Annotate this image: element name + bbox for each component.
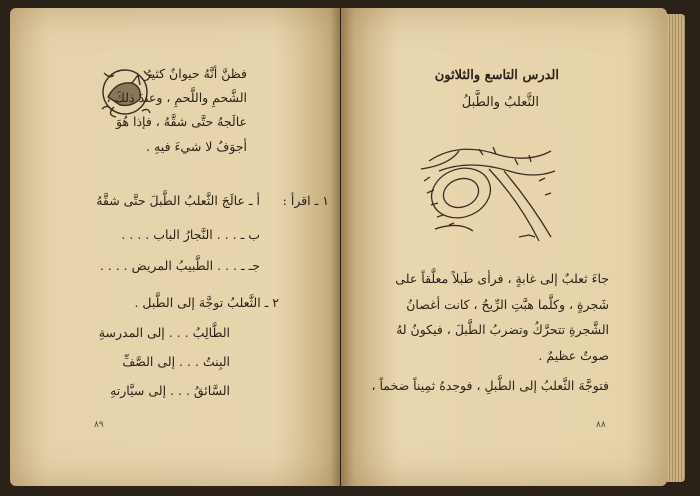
- left-paragraph-line-1: فظنَّ أنَّهُ حيوانٌ كثيرُ: [144, 66, 247, 81]
- lesson-subtitle: الثَّعلبُ والطَّبلُ: [461, 95, 539, 110]
- left-paragraph-line-2: الشَّحمِ واللَّحمِ ، وعندَ ذلكَ ،: [106, 90, 247, 105]
- right-paragraph-line-1: جاءَ ثعلبٌ إلى غابةٍ ، فرأى طَبلاً معلَّقاً على: [395, 271, 609, 286]
- left-paragraph-line-4: أجوَفُ لا شيءَ فيهِ .: [146, 139, 247, 154]
- exercise-2-item-3: السَّائقُ . . . إلى سيَّارتهِ: [110, 383, 230, 398]
- page-edges: [667, 14, 685, 482]
- exercise-2-item-1: الطَّالِبُ . . . إلى المدرسةِ: [98, 325, 230, 340]
- exercise-2-heading: ٢ ـ الثَّعلبُ توجَّهَ إلى الطَّبل .: [134, 295, 279, 310]
- left-paragraph-line-3: عالَجهُ حتَّى شقَّهُ ، فإذا هُوَ: [115, 114, 247, 129]
- open-book: [10, 8, 690, 488]
- exercise-2-item-2: البِنتُ . . . إلى الصَّفِّ: [122, 354, 230, 369]
- left-page: [10, 8, 340, 486]
- right-page-number: ٨٨: [596, 420, 606, 430]
- lesson-title: الدرس التاسع والثلاثون: [434, 68, 559, 83]
- tree-drum-illustration: [419, 141, 559, 245]
- right-last-line: فتوجَّهَ الثَّعلبُ إلى الطَّبلِ ، فوجدهُ ثمِيناً ضخماً ،: [371, 378, 609, 393]
- exercise-1-item-b: ب ـ . . . النَّجارُ الباب . . . .: [121, 227, 260, 242]
- exercise-1-item-a: أ ـ عالَجَ الثَّعلبُ الطَّبلَ حتَّى شقَّهُ: [96, 193, 260, 208]
- exercise-1-item-c: جـ ـ . . . الطَّبيبُ المريض . . . .: [99, 258, 260, 273]
- exercise-1-heading: ١ ـ اقرأ :: [282, 193, 329, 208]
- right-paragraph-line-3: الشَّجرةِ تتحرَّكُ وتضربُ الطَّبلَ ، فيكونُ لهُ: [396, 322, 609, 337]
- right-page: [341, 8, 667, 486]
- right-paragraph-line-2: شَجرةٍ ، وكلَّما هبَّتِ الرِّيحُ ، كانت أغصانُ: [406, 297, 609, 312]
- left-page-number: ٨٩: [94, 420, 104, 430]
- right-paragraph-line-4: صوتٌ عظيمٌ .: [538, 348, 609, 363]
